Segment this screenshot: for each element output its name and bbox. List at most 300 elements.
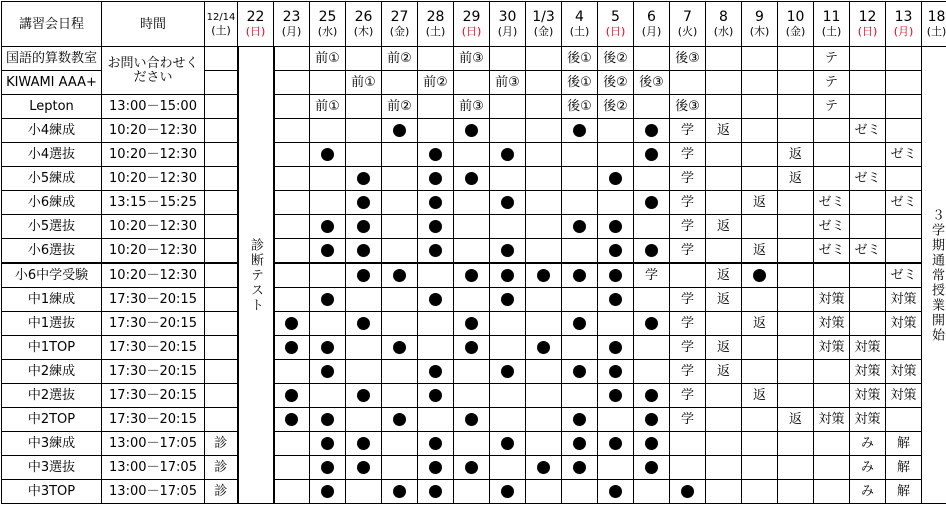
session-dot [609,220,622,233]
schedule-cell [778,47,814,71]
schedule-cell [598,239,634,264]
schedule-cell [382,263,418,288]
session-dot [429,148,442,161]
schedule-cell [778,312,814,336]
schedule-cell [346,384,382,408]
schedule-mark: 返 [778,167,814,191]
schedule-mark: み [850,432,886,456]
schedule-mark: 後① [562,71,598,95]
schedule-cell [274,191,310,215]
session-dot [609,269,622,282]
schedule-cell [562,167,598,191]
table-row [2,143,946,167]
schedule-mark: 返 [706,288,742,312]
table-row [2,47,946,71]
schedule-cell [598,360,634,384]
term-start-label: ３学期通常授業開始 [929,207,944,343]
schedule-mark: ゼミ [850,119,886,143]
schedule-cell [274,360,310,384]
schedule-mark: 学 [670,143,706,167]
schedule-cell [382,239,418,264]
schedule-mark: 前① [310,95,346,119]
schedule-cell [886,95,922,119]
weekday: (木) [749,25,770,38]
schedule-cell [310,215,346,239]
schedule-cell [382,480,418,504]
weekday: (月) [281,25,302,38]
course-name: 中3TOP [2,480,102,504]
schedule-cell [274,167,310,191]
schedule-cell [454,71,490,95]
schedule-cell [562,408,598,432]
weekday: (月) [497,25,518,38]
schedule-cell [562,360,598,384]
session-dot [501,293,514,306]
schedule-cell [346,432,382,456]
schedule-mark: 前② [382,47,418,71]
schedule-mark: 対策 [850,336,886,360]
schedule-cell [634,143,670,167]
schedule-cell [310,432,346,456]
schedule-cell [382,143,418,167]
schedule-cell [346,143,382,167]
schedule-cell [562,480,598,504]
schedule-cell [526,408,562,432]
schedule-cell [634,336,670,360]
schedule-cell [742,119,778,143]
schedule-cell [490,312,526,336]
schedule-mark: 後② [598,47,634,71]
schedule-cell [814,167,850,191]
schedule-cell [205,119,238,143]
schedule-cell [310,167,346,191]
schedule-cell [205,215,238,239]
session-dot [573,317,586,330]
session-dot [393,341,406,354]
schedule-cell [562,143,598,167]
schedule-cell [562,263,598,288]
schedule-mark: ゼミ [850,167,886,191]
schedule-mark: 返 [742,239,778,264]
schedule-cell [706,239,742,264]
schedule-cell [706,47,742,71]
session-dot [501,365,514,378]
schedule-mark: 対策 [886,360,922,384]
schedule-cell [778,336,814,360]
session-dot [357,244,370,257]
date-header [418,2,454,47]
table-row [2,119,946,143]
schedule-mark: 学 [670,384,706,408]
schedule-mark: ゼミ [886,191,922,215]
course-name: 小6練成 [2,191,102,215]
date-header [706,2,742,47]
schedule-cell [742,95,778,119]
schedule-cell [850,71,886,95]
schedule-cell [634,215,670,239]
schedule-cell [310,119,346,143]
schedule-mark: 解 [886,432,922,456]
schedule-cell [418,288,454,312]
schedule-cell [310,480,346,504]
schedule-cell [454,288,490,312]
date-number: 12 [858,9,877,25]
schedule-cell [382,456,418,480]
schedule-cell [778,239,814,264]
schedule-mark: 後② [598,71,634,95]
schedule-mark: 診 [205,456,238,480]
session-dot [609,293,622,306]
session-dot [393,124,406,137]
schedule-mark: 返 [778,408,814,432]
table-row [2,336,946,360]
table-row [2,95,946,119]
schedule-cell [310,143,346,167]
session-dot [573,413,586,426]
schedule-cell [634,432,670,456]
schedule-cell [886,239,922,264]
date-number: 30 [498,9,517,25]
schedule-cell [382,408,418,432]
schedule-cell [205,312,238,336]
schedule-cell [742,47,778,71]
schedule-cell [205,71,238,95]
schedule-cell [526,143,562,167]
weekday: (月) [641,25,662,38]
schedule-mark: 学 [670,119,706,143]
schedule-mark: 前③ [454,95,490,119]
schedule-cell [274,71,310,95]
schedule-mark: 後③ [670,47,706,71]
schedule-mark: み [850,456,886,480]
table-row [2,239,946,264]
course-name: KIWAMI AAA+ [2,71,102,95]
course-time: 13:00－17:05 [102,456,205,480]
schedule-mark: 対策 [850,408,886,432]
course-name: 中3選抜 [2,456,102,480]
schedule-cell [274,239,310,264]
schedule-cell [634,167,670,191]
schedule-cell [526,215,562,239]
schedule-cell [850,95,886,119]
session-dot [609,244,622,257]
schedule-cell [490,119,526,143]
schedule-cell [205,239,238,264]
session-dot [501,148,514,161]
schedule-cell [706,408,742,432]
date-header [274,2,310,47]
schedule-cell [490,336,526,360]
schedule-cell [706,456,742,480]
schedule-cell [526,432,562,456]
schedule-cell [670,480,706,504]
schedule-cell [814,456,850,480]
schedule-cell [778,288,814,312]
schedule-cell [598,191,634,215]
schedule-cell [274,408,310,432]
course-name: 小5選抜 [2,215,102,239]
schedule-cell [526,312,562,336]
session-dot [645,389,658,402]
schedule-cell [742,336,778,360]
date-header [238,2,274,47]
schedule-cell [205,47,238,71]
date-number: 5 [611,9,620,25]
course-time: 10:20－12:30 [102,119,205,143]
schedule-cell [205,167,238,191]
schedule-cell [490,143,526,167]
schedule-cell [562,456,598,480]
schedule-cell [418,167,454,191]
schedule-cell [346,167,382,191]
schedule-mark: 診 [205,480,238,504]
date-header [814,2,850,47]
schedule-mark: ゼミ [814,215,850,239]
schedule-cell [418,336,454,360]
schedule-cell [490,47,526,71]
course-time: 10:20－12:30 [102,239,205,264]
schedule-cell [886,336,922,360]
schedule-cell [418,384,454,408]
date-number: 11 [822,9,841,25]
schedule-cell [205,143,238,167]
session-dot [645,413,658,426]
schedule-cell [634,191,670,215]
weekday: (日) [857,25,878,38]
table-row [2,432,946,456]
schedule-cell [886,167,922,191]
schedule-cell [706,167,742,191]
weekday: (月) [893,25,914,38]
schedule-cell [346,312,382,336]
schedule-cell [526,71,562,95]
date-header [562,2,598,47]
schedule-cell [346,215,382,239]
schedule-cell [526,47,562,71]
session-dot [573,124,586,137]
course-time: 17:30－20:15 [102,312,205,336]
date-number: 22 [246,9,265,25]
session-dot [573,220,586,233]
schedule-cell [205,408,238,432]
schedule-cell [598,119,634,143]
schedule-cell [205,95,238,119]
weekday: (日) [605,25,626,38]
schedule-cell [850,47,886,71]
schedule-cell [490,191,526,215]
schedule-cell [526,119,562,143]
session-dot [321,293,334,306]
schedule-cell [382,215,418,239]
schedule-cell [850,191,886,215]
schedule-cell [490,432,526,456]
schedule-cell [454,432,490,456]
session-dot [465,341,478,354]
schedule-cell [454,191,490,215]
session-dot [465,317,478,330]
schedule-mark: 後③ [634,71,670,95]
schedule-cell [598,384,634,408]
schedule-cell [814,263,850,288]
course-time: 13:00－17:05 [102,432,205,456]
schedule-cell [778,360,814,384]
schedule-cell [205,263,238,288]
session-dot [321,413,334,426]
date-number: 6 [647,9,656,25]
date-number: 1/3 [532,9,555,25]
date-header [850,2,886,47]
header-title: 講習会日程 [2,2,102,47]
schedule-cell [490,360,526,384]
schedule-cell [634,456,670,480]
session-dot [321,437,334,450]
course-name: 国語的算数教室 [2,47,102,71]
date-header [598,2,634,47]
schedule-cell [814,360,850,384]
schedule-cell [670,71,706,95]
session-dot [645,124,658,137]
date-number: 28 [426,9,445,25]
schedule-table [1,1,946,504]
schedule-cell [526,263,562,288]
session-dot [357,172,370,185]
schedule-cell [418,312,454,336]
diagnostic-test-label: 診断テスト [248,237,263,313]
session-dot [501,269,514,282]
schedule-cell [850,263,886,288]
schedule-cell [562,336,598,360]
schedule-cell [274,384,310,408]
schedule-cell [346,191,382,215]
schedule-cell [706,71,742,95]
schedule-cell [526,336,562,360]
schedule-cell [205,360,238,384]
schedule-cell [742,288,778,312]
schedule-cell [454,119,490,143]
schedule-cell [205,288,238,312]
schedule-cell [346,119,382,143]
schedule-cell [382,119,418,143]
schedule-mark: 学 [670,167,706,191]
table-row [2,312,946,336]
schedule-cell [598,312,634,336]
session-dot [537,461,550,474]
session-dot [393,269,406,282]
date-number: 29 [462,9,481,25]
table-row [2,480,946,504]
date-number: 12/14 [206,11,236,23]
schedule-cell [346,456,382,480]
session-dot [573,269,586,282]
schedule-cell [706,432,742,456]
schedule-cell [382,288,418,312]
schedule-cell [706,480,742,504]
table-row [2,456,946,480]
session-dot [537,269,550,282]
date-number: 10 [786,9,805,25]
schedule-mark: 対策 [814,336,850,360]
date-header [922,2,946,47]
schedule-mark: 学 [670,408,706,432]
schedule-cell [310,408,346,432]
session-dot [321,461,334,474]
schedule-cell [526,239,562,264]
session-dot [285,413,298,426]
schedule-mark: 対策 [886,288,922,312]
weekday: (火) [677,25,698,38]
date-number: 4 [575,9,584,25]
schedule-cell [634,119,670,143]
session-dot [285,389,298,402]
term-start-column [922,47,946,504]
schedule-cell [310,71,346,95]
schedule-cell [418,432,454,456]
session-dot [429,461,442,474]
course-name: 中3練成 [2,432,102,456]
weekday: (金) [785,25,806,38]
schedule-cell [490,167,526,191]
schedule-cell [814,384,850,408]
session-dot [429,365,442,378]
date-number: 18 [927,9,946,25]
session-dot [321,365,334,378]
schedule-mark: 前③ [454,47,490,71]
schedule-cell [274,119,310,143]
session-dot [357,461,370,474]
schedule-cell [634,384,670,408]
schedule-cell [598,456,634,480]
schedule-cell [598,288,634,312]
schedule-cell [670,456,706,480]
schedule-mark: 返 [742,191,778,215]
table-row [2,215,946,239]
session-dot [609,341,622,354]
date-header [382,2,418,47]
session-dot [429,244,442,257]
weekday: (水) [317,25,338,38]
date-number: 7 [683,9,692,25]
schedule-mark: 学 [670,288,706,312]
course-name: 中1練成 [2,288,102,312]
session-dot [321,148,334,161]
schedule-mark: 前③ [490,71,526,95]
schedule-cell [850,312,886,336]
schedule-cell [418,239,454,264]
schedule-mark: 学 [670,336,706,360]
schedule-cell [742,360,778,384]
schedule-cell [205,336,238,360]
date-header [346,2,382,47]
schedule-cell [778,95,814,119]
schedule-cell [562,191,598,215]
date-header [634,2,670,47]
course-name: 小4練成 [2,119,102,143]
schedule-cell [526,456,562,480]
schedule-cell [382,336,418,360]
schedule-cell [454,239,490,264]
schedule-cell [418,47,454,71]
schedule-mark: 返 [706,263,742,288]
schedule-cell [310,239,346,264]
schedule-cell [490,239,526,264]
diagnostic-test-column [238,47,274,504]
schedule-cell [274,47,310,71]
schedule-cell [850,215,886,239]
session-dot [645,244,658,257]
schedule-cell [310,456,346,480]
schedule-cell [562,119,598,143]
contact-note: お問い合わせください [102,47,205,95]
